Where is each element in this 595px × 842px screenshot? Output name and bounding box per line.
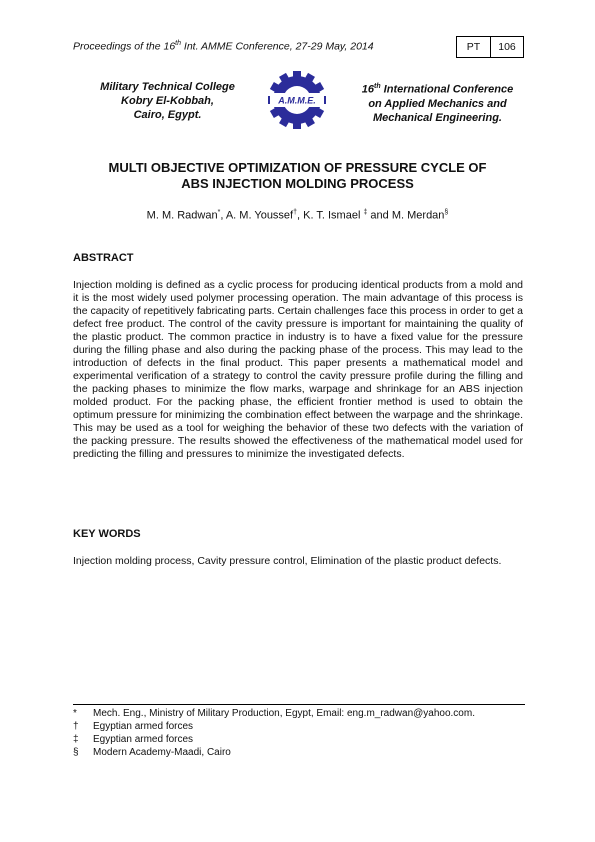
author-name: A. M. Youssef [225,209,294,222]
footnote-divider [73,704,525,705]
affiliation-left-line: Cairo, Egypt. [133,109,202,121]
author-separator: , [220,209,226,222]
author-mark: * [217,209,221,216]
keywords-text: Injection molding process, Cavity pressure control, Elimination of the plastic product defects. [73,555,502,567]
footnote [73,707,533,720]
abstract-text: Injection molding is defined as a cyclic process for producing identical products from a mold and it is the most widely used polymer processing operation. The main advantage of this process is the capacity of repetitively fabricating parts. Certain challenges face this process in order to get a defect free product. The control of the cavity pressure is important for maintaining the quality of the plastic product. The common practice in industry is to have a fixed value for the pressure during the filling phase and also during the packing phase of the process. This may lead to the introduction of defects in the final product. This paper presents a mathematical model and experimental verification of a strategy to control the cavity pressure profile during the filling and the packing phases to minimize the flow marks, warpage and shrinkage for an ABS injection molded product. For the packing phase, the efficient frontier method is used to obtain the optimum pressure for minimizing the combination effect between the warpage and the shrinkage. This may be used as a tool for weighing the behavior of these two defects with the variation of the packing pressure. The results showed the effectiveness of the mathematical model used for predicting the filling and pressures to minimize the investigated defects. [73,279,523,460]
footnote-text: Egyptian armed forces [93,734,194,745]
paper-code-box [456,36,524,58]
footnotes [73,707,533,759]
gear-tooth [293,119,301,129]
footnote [73,720,533,733]
author-separator: , [297,209,304,222]
running-header-sup: th [175,40,181,47]
author-name: M. M. Radwan [146,209,218,222]
footnote-text: Modern Academy-Maadi, Cairo [93,747,231,758]
abstract-heading: ABSTRACT [73,252,134,264]
paper-title-line: MULTI OBJECTIVE OPTIMIZATION OF PRESSURE CYCLE OF [108,160,487,175]
keywords-heading: KEY WORDS [73,528,141,540]
affiliation-left-line: Military Technical College [100,81,235,93]
paper-title [60,160,535,192]
conference-sup: th [374,83,381,90]
running-header-suffix: Int. AMME Conference, 27-29 May, 2014 [181,40,374,53]
affiliation-right [335,80,540,125]
affiliation-left-line: Kobry El-Kobbah, [121,95,214,107]
author-name: K. T. Ismael [303,209,364,222]
conference-line-1 [335,80,540,97]
logo-text: A.M.M.E. [278,95,316,106]
running-header [73,40,374,53]
author-mark: † [293,209,298,216]
running-header-prefix: Proceedings of the 16 [73,40,176,53]
amme-logo [268,71,326,129]
paper-code: PT [457,37,491,57]
gear-tooth [293,71,301,81]
footnote-mark: † [73,721,79,732]
author-mark: § [444,209,449,216]
conference-name: International Conference [380,83,514,96]
footnote-text: Egyptian armed forces [93,721,194,732]
conference-line-2: on Applied Mechanics and [368,97,507,110]
author-name: M. Merdan [391,209,445,222]
conference-line-3: Mechanical Engineering. [373,111,502,124]
footnote-text: Mech. Eng., Ministry of Military Production, Egypt, Email: eng.m_radwan@yahoo.com. [93,708,475,719]
conference-number: 16 [361,83,374,96]
footnote [73,746,533,759]
author-list [60,209,535,222]
footnote-mark: * [73,708,77,719]
affiliation-left [75,80,260,122]
footnote-mark: ‡ [73,734,79,745]
author-separator: and [367,209,392,222]
footnote-mark: § [73,747,79,758]
page-number: 106 [498,41,516,53]
footnote [73,733,533,746]
author-mark: ‡ [363,209,368,216]
paper-title-line: ABS INJECTION MOLDING PROCESS [181,176,414,191]
